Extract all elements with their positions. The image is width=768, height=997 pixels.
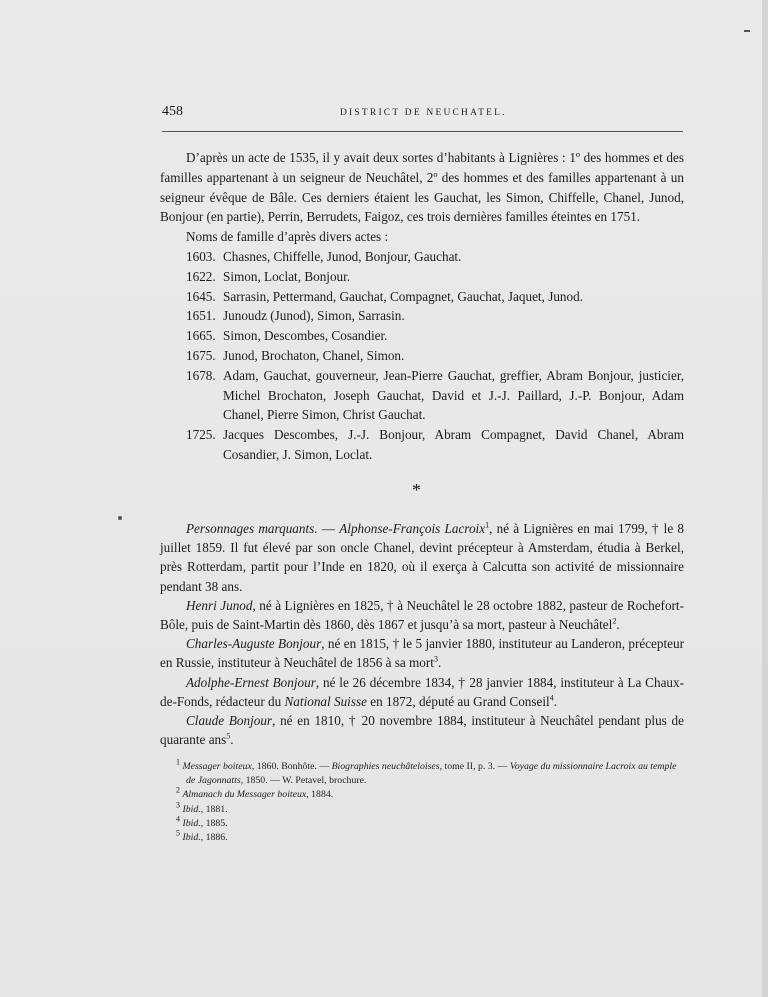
bio-text: , né à Lignières en mai 1799, † le 8 juillet 1859. Il fut élevé par son oncle Chanel, devint précepteur à Amsterdam, étudia à Berkel, près Rotterdam, partit pour l’Inde en 1820, où il exerça à Calcutta son activité de missionnaire pendant 38 ans. — [160, 521, 685, 594]
footnote-title: Ibid. — [182, 803, 201, 815]
footnote-title: Voyage du missionnaire Lacroix au temple de Jagonnatts — [186, 761, 677, 787]
person-name: Adolphe-Ernest Bonjour — [186, 674, 316, 690]
list-item — [160, 247, 684, 267]
bio-text: , né en 1815, † le 5 janvier 1880, instituteur au Landeron, précepteur en Russie, instituteur à Neuchâtel de 1856 à sa mort — [160, 636, 684, 671]
names-heading: Noms de famille d’après divers actes : — [186, 229, 389, 245]
footnote-title: Messager boiteux — [182, 761, 252, 772]
corner-mark — [744, 30, 750, 32]
footnote-number: 2 — [176, 786, 180, 796]
list-text: Jacques Descombes, J.-J. Bonjour, Abram Compagnet, David Chanel, Abram Cosandier, J. Simon, Loclat. — [223, 427, 684, 462]
list-text: Simon, Loclat, Bonjour. — [223, 268, 351, 284]
page-edge — [762, 0, 768, 997]
bio-text: en 1872, député au Grand Conseil — [366, 693, 550, 709]
list-text: Adam, Gauchat, gouverneur, Jean-Pierre Gauchat, greffier, Abram Bonjour, justicier, Michel Brochaton, Joseph Gauchat, David et J.-J. Paillard, J.-P. Bonjour, Adam Chanel, Pierre Simon, Christ Gauchat. — [223, 367, 684, 423]
main-text — [160, 148, 684, 465]
list-item — [160, 366, 684, 425]
person-name: Henri Junod — [186, 597, 253, 613]
bio-text: , né le 26 décembre 1834, † 28 janvier 1884, instituteur à La Chaux-de-Fonds, rédacteur du — [160, 674, 685, 709]
newspaper-title: National Suisse — [284, 693, 367, 709]
list-item — [160, 287, 684, 307]
list-year: 1651. — [186, 308, 216, 324]
list-year: 1678. — [186, 367, 216, 383]
footnote-title: Ibid. — [182, 832, 201, 844]
bio-text: , né à Lignières en 1825, † à Neuchâtel le 28 octobre 1882, pasteur de Rochefort-Bôle, puis de Saint-Martin dès 1860, dès 1867 et jusqu’à sa mort, pasteur à Neuchâtel — [160, 597, 684, 633]
person-name: Claude Bonjour — [186, 713, 273, 729]
list-year: 1603. — [186, 248, 216, 264]
footnote-ref: 5 — [226, 731, 231, 741]
list-year: 1622. — [186, 268, 216, 284]
footnote-2 — [160, 788, 684, 802]
dash: — — [317, 521, 340, 536]
page-number: 458 — [162, 104, 183, 119]
footnote-number: 4 — [176, 814, 180, 824]
bio-henri-junod: Henri Junod, né à Lignières en 1825, † à Neuchâtel le 28 octobre 1882, pasteur de Rochefort-Bôle, puis de Saint-Martin dès 1860, dès 1867 et jusqu’à sa mort, pasteur à Neuchâtel$^2$. — [160, 597, 684, 633]
list-year: 1675. — [186, 347, 216, 363]
footnote-text: , 1885. — [200, 817, 228, 829]
list-year: 1665. — [186, 328, 216, 344]
footnote-text: , 1881. — [200, 803, 228, 815]
bio-charles-auguste-bonjour: Charles-Auguste Bonjour, né en 1815, † le 5 janvier 1880, instituteur au Landeron, précepteur en Russie, instituteur à Neuchâtel de 1856 à sa mort$^3$. — [160, 636, 684, 671]
footnote-3 — [160, 800, 684, 817]
footnote-text: , 1884. — [306, 789, 334, 801]
bio-lacroix — [160, 519, 684, 596]
list-year: 1725. — [186, 427, 216, 443]
list-item — [160, 267, 684, 287]
footnote-ref: 4 — [549, 693, 554, 703]
intro-paragraph: D’après un acte de 1535, il y avait deux sortes d’habitants à Lignières : 1º des hommes et des familles appartenant à un seigneur de Neuchâtel, 2º des hommes et des familles appartenant à un seigneur évêque de Bâle. Ces derniers étaient les Gauchat, les Simon, Chiffelle, Chanel, Junod, Bonjour (en partie), Perrin, Berrudets, Faigoz, ces trois dernières familles éteintes en 1751. — [160, 150, 684, 225]
footnote-number: 3 — [176, 800, 180, 810]
footnote-ref: 2 — [612, 616, 617, 626]
list-item — [160, 346, 684, 366]
running-title: DISTRICT DE NEUCHATEL. — [340, 108, 507, 118]
footnote-1 — [160, 757, 684, 788]
section-separator: * — [412, 480, 421, 500]
list-item — [160, 306, 684, 326]
list-text: Junod, Brochaton, Chanel, Simon. — [223, 347, 405, 363]
footnote-title: Almanach du Messager boiteux — [182, 789, 307, 801]
list-text: Junoudz (Junod), Simon, Sarrasin. — [223, 308, 405, 324]
footnote-text: , 1850. — W. Petavel, brochure. — [240, 775, 367, 787]
page-header — [162, 104, 682, 126]
list-year: 1645. — [186, 288, 216, 304]
footnote-ref: 3 — [433, 655, 438, 665]
list-text: Simon, Descombes, Cosandier. — [223, 328, 388, 344]
footnotes — [160, 757, 684, 845]
list-item — [160, 326, 684, 346]
footnote-5 — [160, 828, 684, 845]
margin-dot — [118, 516, 122, 520]
footnote-number: 5 — [176, 828, 180, 838]
biographies — [160, 519, 684, 749]
header-rule — [162, 131, 683, 132]
list-text: Chasnes, Chiffelle, Junod, Bonjour, Gauchat. — [223, 248, 462, 264]
footnote-title: Biographies neuchâteloises — [331, 761, 440, 772]
footnote-text: , tome II, p. 3. — — [439, 761, 510, 772]
bio-adolphe-ernest-bonjour: Adolphe-Ernest Bonjour, né le 26 décembre 1834, † 28 janvier 1884, instituteur à La Chaux-de-Fonds, rédacteur du National Suisse en 1872, député au Grand Conseil$^4$. — [160, 674, 685, 709]
footnote-text: , 1860. Bonhôte. — — [251, 761, 332, 772]
footnote-title: Ibid. — [182, 817, 201, 829]
person-name: Alphonse-François Lacroix — [339, 521, 486, 536]
list-text: Sarrasin, Pettermand, Gauchat, Compagnet, Gauchat, Jaquet, Junod. — [223, 288, 583, 304]
list-item — [160, 425, 684, 465]
section-title: Personnages marquants. — [186, 521, 318, 536]
footnote-number: 1 — [176, 757, 180, 767]
footnote-ref: 1 — [485, 520, 490, 530]
family-names-list — [160, 247, 684, 465]
bio-claude-bonjour: Claude Bonjour, né en 1810, † 20 novembre 1884, instituteur à Neuchâtel pendant plus de quarante ans$^5$. — [160, 713, 684, 748]
footnote-text: , 1886. — [200, 832, 228, 844]
bio-text: , né en 1810, † 20 novembre 1884, instituteur à Neuchâtel pendant plus de quarante ans — [160, 713, 684, 748]
footnote-4 — [160, 814, 684, 831]
person-name: Charles-Auguste Bonjour — [186, 636, 322, 652]
